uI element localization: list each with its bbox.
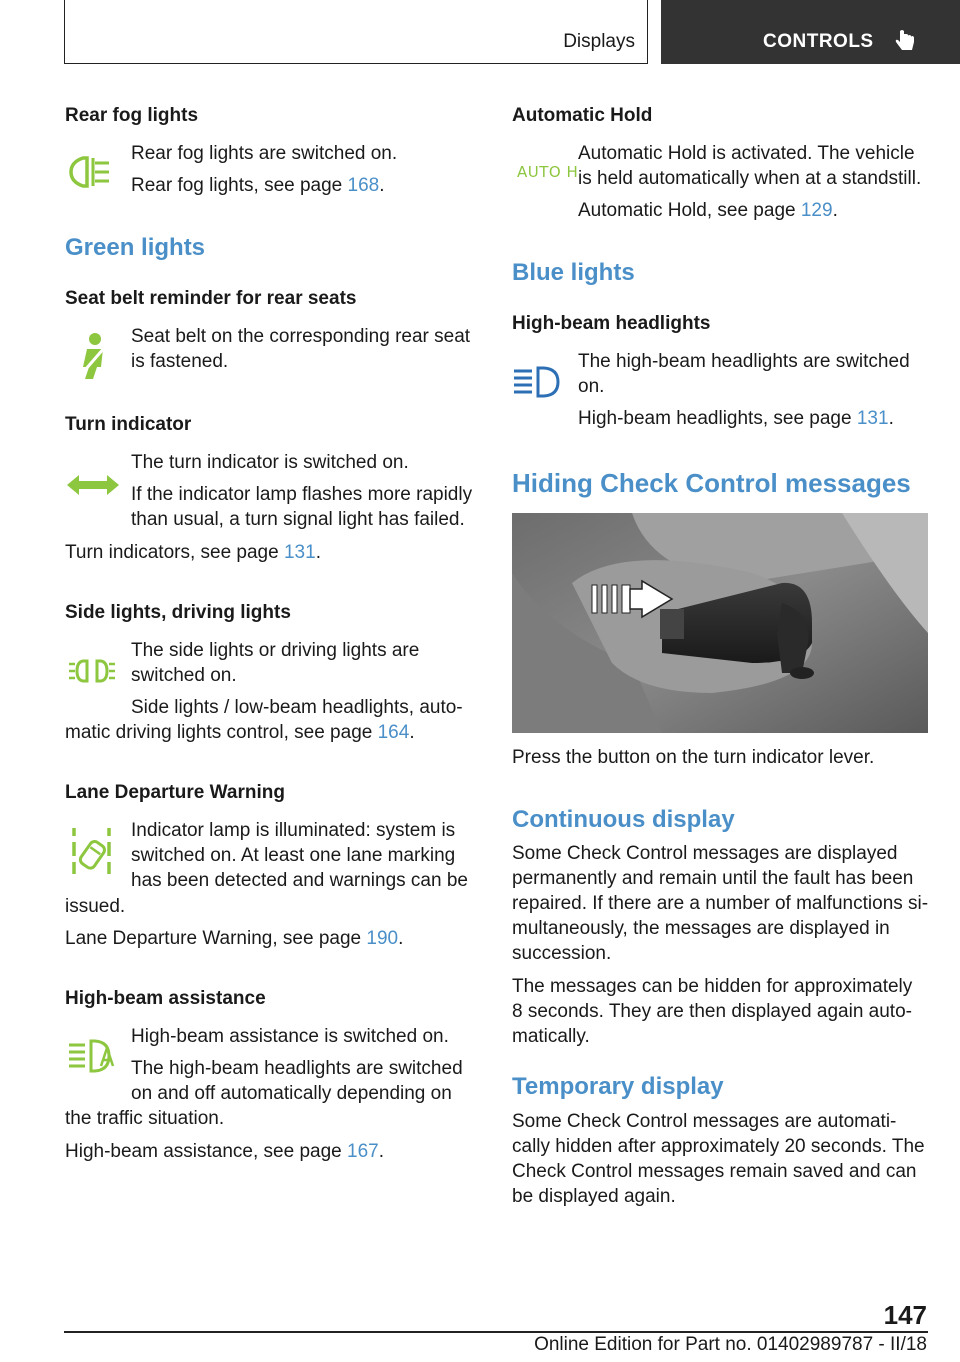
header-chapter-label: CONTROLS	[763, 31, 874, 52]
turn-text-4: Turn indicators, see page 131.	[65, 542, 321, 563]
temporary-text-1: Some Check Control messages are automati‐	[512, 1111, 897, 1132]
rear-fog-text-2: Rear fog lights, see page 168.	[131, 175, 385, 196]
high-beam-text-2: on.	[578, 376, 605, 397]
auto-hold-page-link[interactable]: 129	[800, 200, 833, 221]
green-lights-heading: Green lights	[65, 234, 206, 261]
ldw-text-1: Indicator lamp is illuminated: system is	[131, 820, 456, 841]
turn-arrows-icon	[67, 473, 119, 497]
continuous-text-1: Some Check Control messages are displayed	[512, 843, 898, 864]
side-text-4: matic driving lights control, see page 164.	[65, 722, 415, 743]
hba-text-1: High-beam assistance is switched on.	[131, 1026, 449, 1047]
high-beam-title: High-beam headlights	[512, 313, 711, 334]
ldw-text-3: has been detected and warnings can be	[131, 870, 468, 891]
press-text: Press the button on the turn indicator lever.	[512, 747, 875, 768]
hba-text-4: the traffic situation.	[65, 1108, 225, 1129]
continuous-text-6: The messages can be hidden for approximately	[512, 976, 913, 997]
continuous-text-3: repaired. If there are a number of malfunctions si‐	[512, 893, 929, 914]
hba-text-3: on and off automatically depending on	[131, 1083, 452, 1104]
ldw-text-4: issued.	[65, 896, 126, 917]
page-number: 147	[883, 1300, 927, 1330]
auto-hold-icon: AUTO H	[517, 163, 579, 181]
continuous-text-8: matically.	[512, 1026, 590, 1047]
side-lights-title: Side lights, driving lights	[65, 602, 291, 623]
side-text-2: switched on.	[131, 665, 237, 686]
continuous-text-4: multaneously, the messages are displayed in	[512, 918, 890, 939]
side-text-1: The side lights or driving lights are	[131, 640, 420, 661]
auto-hold-text-2: is held automatically when at a standstill.	[578, 168, 922, 189]
ldw-text-5: Lane Departure Warning, see page 190.	[65, 928, 404, 949]
footer-divider	[64, 1331, 928, 1333]
rear-fog-light-icon	[69, 154, 117, 190]
turn-text-3: than usual, a turn signal light has failed.	[131, 509, 465, 530]
lane-departure-icon	[71, 826, 115, 876]
turn-text-1: The turn indicator is switched on.	[131, 452, 409, 473]
header-section-box	[64, 0, 648, 64]
seat-belt-icon	[71, 333, 111, 381]
hba-text-2: The high-beam headlights are switched	[131, 1058, 463, 1079]
high-beam-icon	[514, 366, 564, 400]
ldw-text-2: switched on. At least one lane marking	[131, 845, 456, 866]
temporary-text-2: cally hidden after approximately 20 seconds. The	[512, 1136, 925, 1157]
high-beam-text-1: The high-beam headlights are switched	[578, 351, 910, 372]
hba-text-5: High-beam assistance, see page 167.	[65, 1141, 384, 1162]
hba-page-link[interactable]: 167	[347, 1141, 379, 1162]
turn-lever-photo	[512, 513, 928, 733]
edition-text: Online Edition for Part no. 01402989787 - II/18	[534, 1334, 927, 1355]
continuous-heading: Continuous display	[512, 806, 735, 833]
continuous-text-2: permanently and remain until the fault has been	[512, 868, 914, 889]
auto-hold-text-3: Automatic Hold, see page 129.	[578, 200, 838, 221]
header-section-label: Displays	[563, 31, 635, 52]
continuous-text-5: succession.	[512, 943, 612, 964]
high-beam-page-link[interactable]: 131	[856, 408, 889, 429]
hba-title: High-beam assistance	[65, 988, 266, 1009]
seat-belt-title: Seat belt reminder for rear seats	[65, 288, 357, 309]
rear-fog-text-1: Rear fog lights are switched on.	[131, 143, 398, 164]
continuous-text-7: 8 seconds. They are then displayed again auto‐	[512, 1001, 912, 1022]
high-beam-text-3: High-beam headlights, see page 131.	[578, 408, 894, 429]
seat-belt-text-1: Seat belt on the corresponding rear seat	[131, 326, 471, 347]
side-page-link[interactable]: 164	[377, 722, 410, 743]
hiding-heading: Hiding Check Control messages	[512, 468, 911, 498]
turn-page-link[interactable]: 131	[283, 542, 316, 563]
temporary-heading: Temporary display	[512, 1073, 724, 1100]
hand-pointer-icon	[893, 28, 917, 54]
auto-hold-title: Automatic Hold	[512, 105, 653, 126]
temporary-text-4: be displayed again.	[512, 1186, 676, 1207]
blue-lights-heading: Blue lights	[512, 259, 635, 286]
header-chapter-box	[661, 0, 960, 64]
temporary-text-3: Check Control messages remain saved and can	[512, 1161, 917, 1182]
high-beam-assistant-icon	[69, 1038, 119, 1076]
ldw-title: Lane Departure Warning	[65, 782, 285, 803]
turn-text-2: If the indicator lamp flashes more rapidly	[131, 484, 473, 505]
rear-fog-title: Rear fog lights	[65, 105, 199, 126]
side-text-3: Side lights / low-beam headlights, auto‐	[131, 697, 463, 718]
ldw-page-link[interactable]: 190	[366, 928, 399, 949]
turn-indicator-title: Turn indicator	[65, 414, 192, 435]
rear-fog-page-link[interactable]: 168	[347, 175, 380, 196]
auto-hold-text-1: Automatic Hold is activated. The vehicle	[578, 143, 915, 164]
side-lights-icon	[69, 656, 119, 686]
seat-belt-text-2: is fastened.	[131, 351, 229, 372]
